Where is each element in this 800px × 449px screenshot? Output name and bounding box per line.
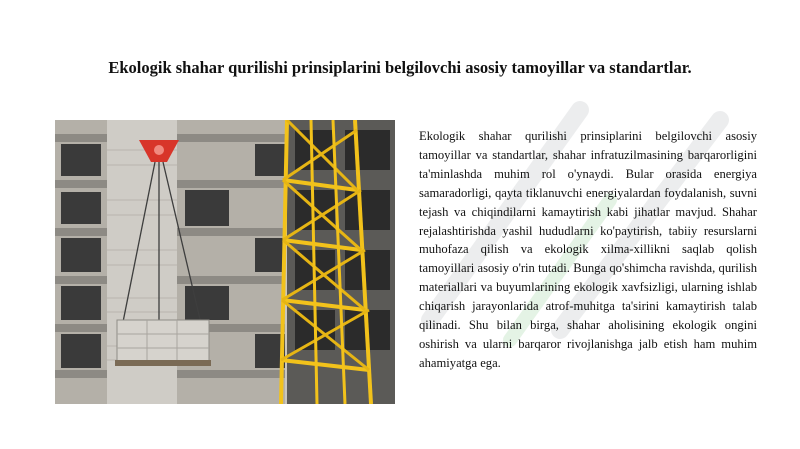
body-paragraph: Ekologik shahar qurilishi prinsiplarini belgilovchi asosiy tamoyillar va standartlar, shahar infratuzilmasining barqarorligini ta'minlashda muhim rol o'ynaydi. Bular orasida energiya samaradorligi, qayta tiklanuvchi energiyalardan foydalanish, suvni tejash va chiqindilarni kamaytirish kabi jihatlar mavjud. Shahar rejalashtirishda yashil hududlarni ko'paytirish, tabiiy resurslarni muhofaza qilish va ekologik xilma-xillikni saqlab qolish tamoyillari asosiy o'rin tutadi. Bunga qo'shimcha ravishda, qurilish materiallari va buyumlarining ekologik xavfsizligi, ularning ishlab chiqarish jarayonlarida atrof-muhitga ta'sirini kamaytirish talab qilinadi. Shu bilan birga, shahar aholisining ekologik ongini oshirish va ularni barqaror rivojlanishga jalb etish ham muhim ahamiyatga ega.	[419, 129, 757, 370]
slide-title: Ekologik shahar qurilishi prinsiplarini belgilovchi asosiy tamoyillar va standartlar.	[108, 58, 692, 77]
construction-site-illustration	[55, 120, 395, 404]
construction-photo	[55, 120, 395, 404]
